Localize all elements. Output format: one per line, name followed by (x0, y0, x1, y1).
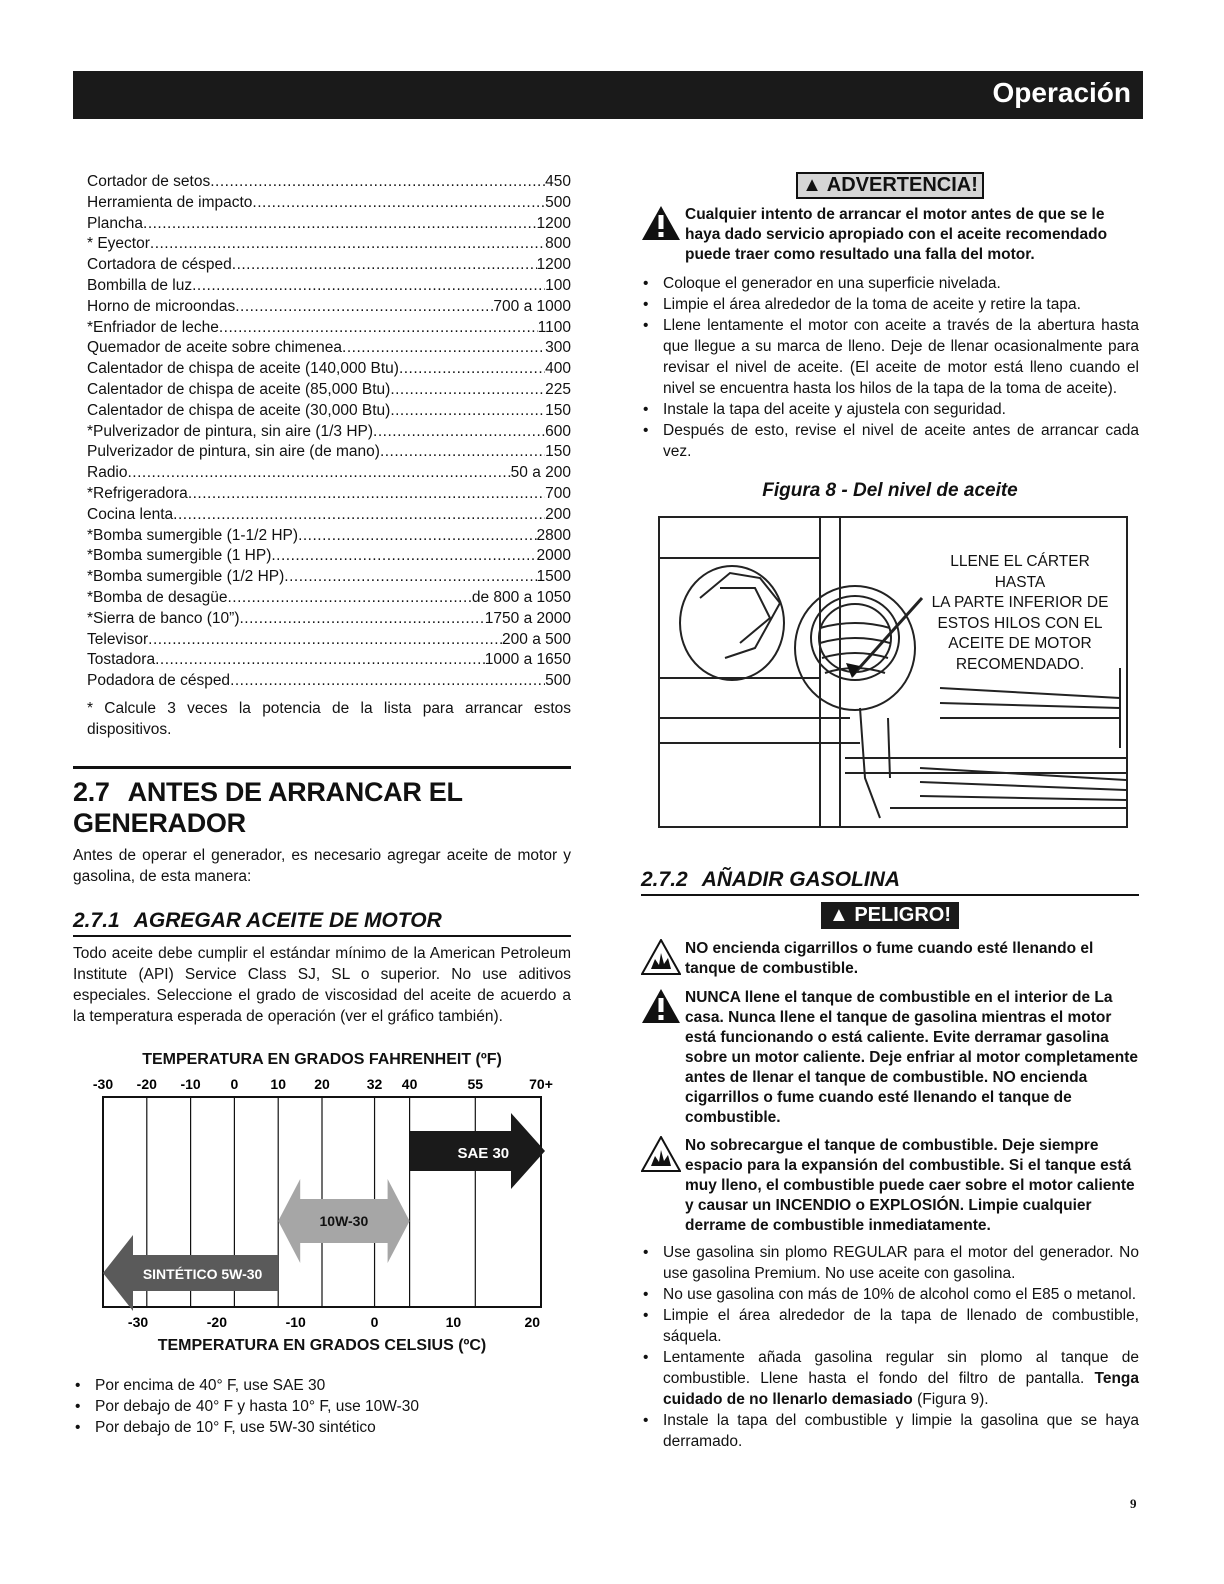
load-value: 1200 (536, 256, 571, 274)
load-name: Podadora de césped (87, 672, 231, 690)
tick-label: 40 (401, 1075, 418, 1092)
dot-leader (380, 442, 545, 463)
list-item (87, 422, 571, 443)
list-item: • Después de esto, revise el nivel de aceite antes de arrancar cada vez. (641, 420, 1139, 462)
section-heading (73, 766, 571, 839)
list-item: • Limpie el área alrededor de la tapa de llenado de combustible, sáquela. (641, 1305, 1139, 1347)
load-name: Cortador de setos (87, 173, 211, 190)
load-value: 2000 (536, 547, 571, 565)
figure-caption: Figura 8 - Del nivel de aceite (762, 480, 1018, 501)
list-item (87, 276, 571, 297)
danger-item (641, 939, 1139, 980)
list-item (87, 671, 571, 692)
load-value: 1200 (536, 214, 571, 232)
explosion-hazard-icon (641, 1136, 685, 1236)
dot-leader (373, 422, 545, 443)
dot-leader (390, 380, 545, 401)
dot-leader (252, 193, 545, 214)
dot-leader (219, 318, 538, 339)
list-item (87, 630, 571, 651)
dot-leader (210, 172, 545, 193)
dot-leader (271, 546, 536, 567)
load-name: Cortadora de césped (87, 256, 232, 274)
load-value: 1100 (537, 318, 571, 336)
list-item: • Limpie el área alrededor de la toma de aceite y retire la tapa. (641, 294, 1139, 315)
list-item (87, 505, 571, 526)
dot-leader (230, 671, 545, 692)
danger-item (641, 1136, 1139, 1236)
dot-leader (143, 214, 537, 235)
oil-spec-text: Todo aceite debe cumplir el estándar mínimo de la American Petroleum Institute (API) Service Class SJ, SL o superior. No use aditivos especiales. Seleccione el grado de viscosidad del aceite de acuerdo a la temperatura esperada de operación (ver el gráfico también). (73, 944, 571, 1025)
subsection-heading-fuel (641, 868, 1139, 896)
warning-text: Cualquier intento de arrancar el motor antes de que se le haya dado servicio apropiado con el aceite recomendado puede traer como resultado una falla del motor. (685, 206, 1108, 263)
list-item (87, 567, 571, 588)
subsection-title: AGREGAR ACEITE DE MOTOR (133, 908, 442, 932)
tick-label: 0 (370, 1313, 379, 1330)
warning-badge: ▲ ADVERTENCIA! (796, 172, 984, 199)
dot-leader (342, 338, 545, 359)
subsection-heading-oil (73, 909, 571, 937)
tick-label: 20 (314, 1075, 330, 1092)
load-value: 800 (545, 235, 571, 253)
section-title: ANTES DE ARRANCAR EL GENERADOR (73, 776, 463, 838)
chart-title-fahrenheit: TEMPERATURA EN GRADOS FAHRENHEIT (ºF) (142, 1050, 502, 1068)
load-name: *Bomba sumergible (1-1/2 HP) (87, 526, 299, 544)
dot-leader (390, 401, 545, 422)
load-name: *Enfriador de leche (87, 318, 219, 336)
load-name: Horno de microondas (87, 297, 236, 315)
load-name: Calentador de chispa de aceite (85,000 Btu) (87, 380, 391, 398)
list-item: • Instale la tapa del aceite y ajustela con seguridad. (641, 399, 1139, 420)
w10-30-label: 10W-30 (319, 1212, 369, 1229)
warning-triangle-icon: ▲ (802, 174, 822, 196)
dot-leader (235, 297, 493, 318)
list-item (87, 214, 571, 235)
load-value: 600 (545, 422, 571, 440)
load-name: Quemador de aceite sobre chimenea (87, 339, 343, 357)
synthetic-5w30-label: SINTÉTICO 5W-30 (142, 1265, 263, 1282)
load-name: *Pulverizador de pintura, sin aire (1/3 HP) (87, 422, 374, 440)
danger-header (641, 902, 1139, 929)
oil-grade-bullets (73, 1375, 571, 1438)
load-value: 200 (545, 505, 571, 523)
explosion-hazard-icon (641, 939, 685, 980)
load-value: 400 (545, 360, 571, 378)
chart-title-celsius: TEMPERATURA EN GRADOS CELSIUS (ºC) (157, 1336, 487, 1354)
load-value: 700 (545, 484, 571, 502)
list-item (87, 650, 571, 671)
tick-label: -30 (127, 1313, 149, 1330)
load-name: Tostadora (87, 651, 156, 669)
list-item: • Lentamente añada gasolina regular sin plomo al tanque de combustible. Llene hasta el fondo del filtro de pantalla. Tenga cuidado de no llenarlo demasiado (Figura 9). (641, 1347, 1139, 1410)
tick-label: 10 (445, 1313, 462, 1330)
list-item (87, 442, 571, 463)
subsection-title: AÑADIR GASOLINA (701, 868, 901, 891)
viscosity-chart (73, 1051, 571, 1355)
load-value: 100 (545, 276, 571, 294)
list-item (87, 609, 571, 630)
load-value: 500 (545, 193, 571, 211)
dot-leader (227, 588, 471, 609)
dot-leader (284, 567, 536, 588)
subsection-number: 2.7.2 (641, 868, 688, 891)
load-name: Plancha (87, 214, 144, 232)
load-name: *Bomba de desagüe (87, 588, 228, 606)
exclamation-triangle-icon (641, 205, 685, 265)
list-item: • Por debajo de 10° F, use 5W-30 sintético (73, 1417, 571, 1438)
sae30-label: SAE 30 (457, 1144, 510, 1162)
list-item: • Por debajo de 40° F y hasta 10° F, use 10W-30 (73, 1396, 571, 1417)
dot-leader (150, 234, 545, 255)
list-item (87, 380, 571, 401)
header-bar (73, 71, 1143, 119)
tick-label: -10 (180, 1075, 201, 1092)
list-item (87, 526, 571, 547)
load-value: 1750 a 2000 (484, 609, 571, 627)
load-value: 150 (545, 401, 571, 419)
dot-leader (173, 505, 545, 526)
load-value: 225 (545, 380, 571, 398)
load-value: 1500 (536, 568, 571, 586)
load-name: * Eyector (87, 235, 150, 253)
load-value: 150 (545, 443, 571, 461)
dot-leader (232, 255, 537, 276)
list-item (87, 484, 571, 505)
section-number: 2.7 (73, 776, 110, 807)
load-value: 300 (545, 339, 571, 357)
dot-leader (192, 276, 545, 297)
load-value: de 800 a 1050 (471, 588, 571, 606)
load-name: Radio (87, 464, 128, 482)
load-value: 500 (545, 672, 571, 690)
load-name: Bombilla de luz (87, 276, 193, 294)
footnote: * Calcule 3 veces la potencia de la lista para arrancar estos dispositivos. (87, 699, 571, 738)
load-name: Herramienta de impacto (87, 193, 253, 211)
tick-label: -30 (92, 1075, 114, 1092)
load-value: 1000 a 1650 (484, 651, 571, 669)
load-name: Calentador de chispa de aceite (30,000 Btu) (87, 401, 391, 419)
list-item (87, 463, 571, 484)
list-item (87, 359, 571, 380)
list-item (87, 255, 571, 276)
list-item (87, 234, 571, 255)
dot-leader (240, 609, 485, 630)
list-item (87, 338, 571, 359)
load-name: *Bomba sumergible (1 HP) (87, 547, 272, 565)
right-column (641, 172, 1139, 1452)
load-name: *Sierra de banco (10”) (87, 609, 240, 627)
oil-fill-figure (658, 516, 1128, 828)
dot-leader (128, 463, 511, 484)
list-item (87, 297, 571, 318)
dot-leader (399, 359, 545, 380)
tick-label: 20 (524, 1313, 541, 1330)
list-item: • Llene lentamente el motor con aceite a través de la abertura hasta que llegue a su marca de lleno. Deje de llenar ocasionalmente para revisar el nivel de aceite. (El aceite de motor está lleno cuando el nivel se encuentra hasta los hilos de la tapa de la toma de aceite). (641, 315, 1139, 399)
load-name: Pulverizador de pintura, sin aire (de mano) (87, 443, 380, 461)
fuel-steps (641, 1242, 1139, 1452)
load-value: 200 a 500 (502, 630, 571, 648)
list-item (87, 401, 571, 422)
wattage-list (87, 172, 571, 692)
warning-block (641, 205, 1139, 265)
load-name: *Refrigeradora (87, 484, 188, 502)
list-item (87, 546, 571, 567)
danger-item (641, 988, 1139, 1128)
list-item: • No use gasolina con más de 10% de alcohol como el E85 o metanol. (641, 1284, 1139, 1305)
warning-header (641, 172, 1139, 199)
list-item (87, 193, 571, 214)
danger-badge: ▲ PELIGRO! (821, 902, 959, 929)
list-item: • Coloque el generador en una superficie nivelada. (641, 273, 1139, 294)
dot-leader (155, 650, 485, 671)
danger-text: NUNCA llene el tanque de combustible en el interior de La casa. Nunca llene el tanque de gasolina mientras el motor está funcionando o está caliente. Evite derramar gasolina sobre un motor caliente. Deje enfriar al motor completamente antes de llenar el tanque de combustible. NO encienda cigarrillos o fume cuando esté llenando el tanque de combustible. (685, 989, 1139, 1126)
tick-label: 70+ (529, 1075, 553, 1092)
load-value: 2800 (536, 526, 571, 544)
load-value: 700 a 1000 (493, 297, 571, 315)
chart-svg (73, 1071, 571, 1341)
load-value: 50 a 200 (510, 464, 571, 482)
figure-callout: LLENE EL CÁRTER HASTA LA PARTE INFERIOR DE ESTOS HILOS CON EL ACEITE DE MOTOR RECOMENDADO. (925, 552, 1115, 675)
load-name: Cocina lenta (87, 505, 174, 523)
section-intro: Antes de operar el generador, es necesario agregar aceite de motor y gasolina, de esta manera: (73, 846, 571, 885)
header-title: Operación (992, 77, 1131, 108)
danger-text: NO encienda cigarrillos o fume cuando esté llenando el tanque de combustible. (685, 940, 1094, 977)
dot-leader (298, 526, 536, 547)
dot-leader (188, 484, 545, 505)
oil-steps (641, 273, 1139, 462)
dot-leader (148, 630, 502, 651)
tick-label: -20 (206, 1313, 227, 1330)
tick-label: 0 (230, 1075, 239, 1092)
left-column (73, 172, 571, 1438)
list-item: • Instale la tapa del combustible y limpie la gasolina que se haya derramado. (641, 1410, 1139, 1452)
danger-text: No sobrecargue el tanque de combustible. Deje siempre espacio para la expansión del combustible. Si el tanque está muy lleno, el combustible puede caer sobre el motor caliente y causar un INCENDIO o EXPLOSIÓN. Limpie cualquier derrame de combustible inmediatamente. (685, 1137, 1135, 1234)
load-name: *Bomba sumergible (1/2 HP) (87, 568, 285, 586)
load-name: Televisor (87, 630, 149, 648)
list-item: • Por encima de 40° F, use SAE 30 (73, 1375, 571, 1396)
list-item (87, 172, 571, 193)
list-item: • Use gasolina sin plomo REGULAR para el motor del generador. No use gasolina Premium. No use aceite con gasolina. (641, 1242, 1139, 1284)
tick-label: 32 (366, 1075, 383, 1092)
tick-label: 55 (467, 1075, 484, 1092)
tick-label: 10 (270, 1075, 286, 1092)
list-item (87, 588, 571, 609)
subsection-number: 2.7.1 (73, 908, 120, 932)
load-value: 450 (545, 173, 571, 190)
tick-label: -10 (285, 1313, 306, 1330)
load-name: Calentador de chispa de aceite (140,000 Btu) (87, 360, 399, 378)
list-item (87, 318, 571, 339)
page-number: 9 (1130, 1496, 1137, 1511)
tick-label: -20 (136, 1075, 157, 1092)
danger-triangle-icon: ▲ (828, 904, 849, 926)
exclamation-triangle-icon (641, 988, 685, 1128)
